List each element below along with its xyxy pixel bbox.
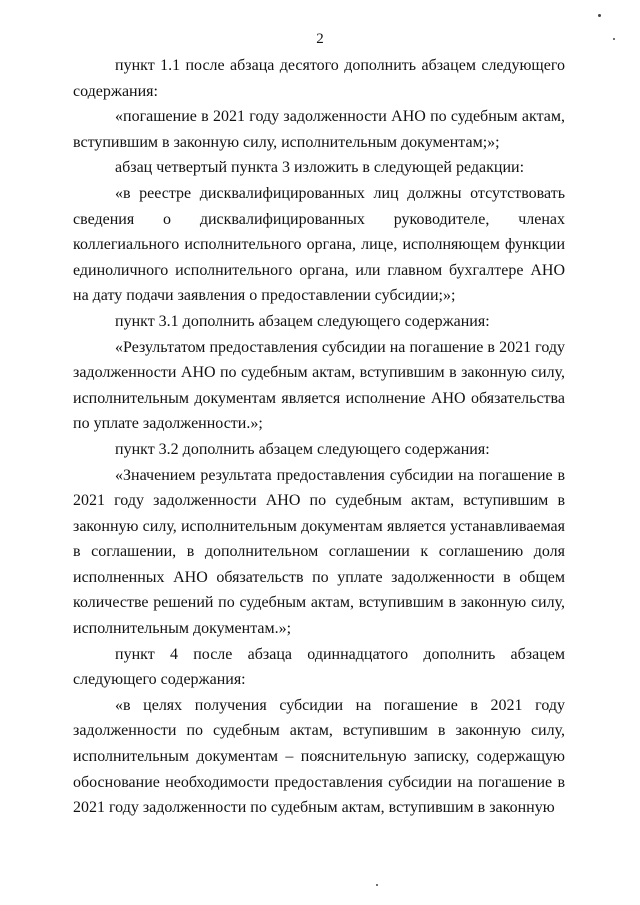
scan-speck xyxy=(376,884,378,886)
paragraph-quote-result: «Результатом предоставления субсидии на погашение в 2021 году задолженности АНО по судебным актам, вступившим в законную силу, исполнительным документам является исполнение АНО обязательства по уплате задолженности.»; xyxy=(73,338,565,433)
paragraph-amend-3-2: пункт 3.2 дополнить абзацем следующего содержания: xyxy=(115,440,490,458)
scan-speck xyxy=(598,14,601,17)
document-body xyxy=(73,53,565,821)
paragraph-quote-repayment: «погашение в 2021 году задолженности АНО по судебным актам, вступившим в законную силу, исполнительным документам;»; xyxy=(73,108,565,151)
paragraph-amend-3-4: абзац четвертый пункта 3 изложить в следующей редакции: xyxy=(115,159,525,177)
paragraph-quote-explanatory-note: «в целях получения субсидии на погашение в 2021 году задолженности по судебным актам, вступившим в законную силу, исполнительным документам – пояснительную записку, содержащую обоснование необходимости предоставления субсидии на погашение в 2021 году задолженности по судебным актам, вступившим в законную xyxy=(73,696,565,817)
scan-speck xyxy=(613,38,615,40)
paragraph-amend-3-1: пункт 3.1 дополнить абзацем следующего содержания: xyxy=(115,312,490,330)
paragraph-amend-4: пункт 4 после абзаца одиннадцатого дополнить абзацем следующего содержания: xyxy=(73,645,565,689)
paragraph-quote-result-value: «Значением результата предоставления субсидии на погашение в 2021 году задолженности АНО по судебным актам, вступившим в законную силу, исполнительным документам является устанавливаемая в соглашении, в дополнительном соглашении к соглашению доля исполненных АНО обязательств по уплате задолженности в общем количестве решений по судебным актам, вступившим в законную силу, исполнительным документам.»; xyxy=(73,466,565,638)
paragraph-quote-registry: «в реестре дисквалифицированных лиц должны отсутствовать сведения о дисквалифицированных руководителе, членах коллегиального исполнительного органа, лице, исполняющем функции единоличного исполнительного органа, или главном бухгалтере АНО на дату подачи заявления о предоставлении субсидии;»; xyxy=(73,184,565,305)
page-number: 2 xyxy=(316,31,324,47)
paragraph-amend-1-1: пункт 1.1 после абзаца десятого дополнить абзацем следующего содержания: xyxy=(73,57,565,100)
